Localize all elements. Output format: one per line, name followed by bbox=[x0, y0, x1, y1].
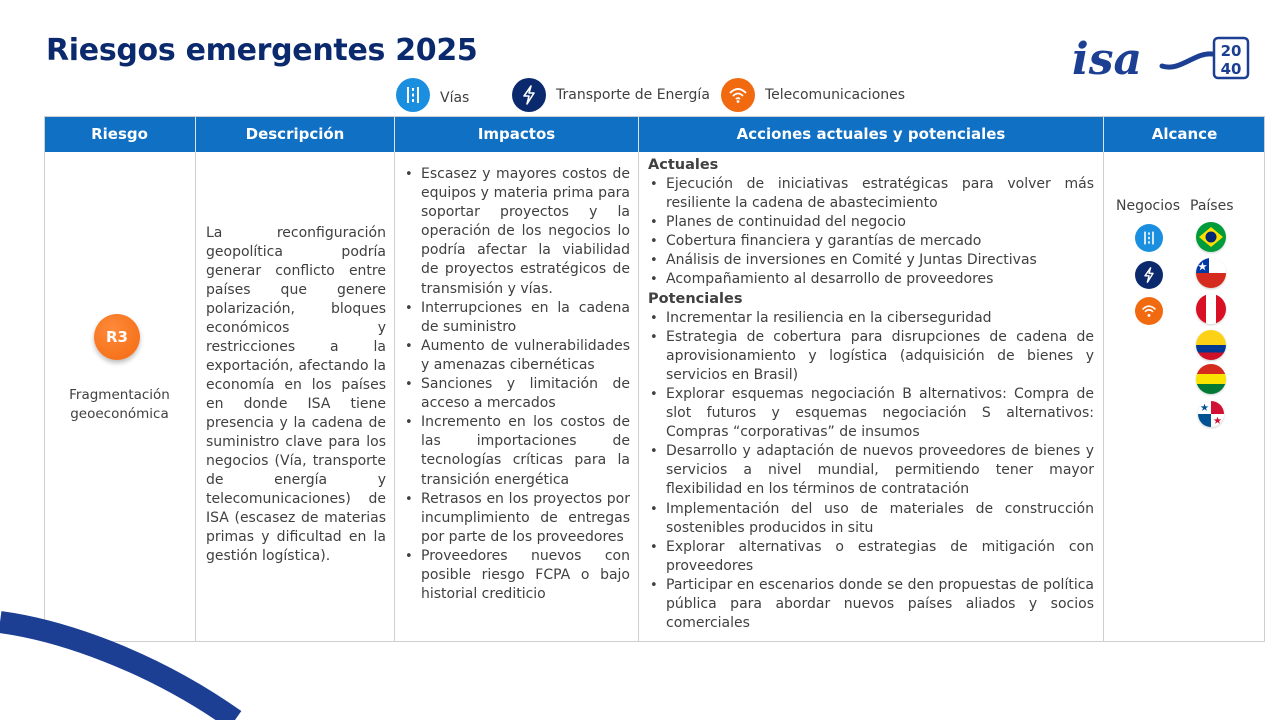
header-impactos: Impactos bbox=[395, 116, 639, 152]
list-item: • Interrupciones en la cadena de suministro bbox=[403, 299, 630, 337]
colombia-flag bbox=[1196, 330, 1226, 360]
list-item: • Escasez y mayores costos de equipos y materia prima para soportar proyectos y la operación de los negocios lo podría afectar la viabilidad de proyectos estratégicos de transmisión y vías. bbox=[403, 165, 630, 299]
wifi-icon bbox=[721, 78, 755, 112]
risk-description: La reconfiguración geopolítica podría generar conflicto entre países que genere polarización, bloques económicos y restricciones a la exportación, afectando la economía en los países en donde ISA tiene presencia y la cadena de suministro clave para los negocios (Vía, transporte de energía y telecomunicaciones) de ISA (escasez de materias primas y dificultad en la gestión logística). bbox=[206, 225, 386, 564]
chile-flag bbox=[1196, 258, 1226, 288]
list-item: • Acompañamiento al desarrollo de proveedores bbox=[648, 270, 1094, 289]
list-item: • Análisis de inversiones en Comité y Juntas Directivas bbox=[648, 251, 1094, 270]
header-alcance: Alcance bbox=[1104, 116, 1265, 152]
wifi-icon bbox=[1135, 297, 1163, 325]
list-item: • Implementación del uso de materiales de construcción sostenibles producidos in situ bbox=[648, 500, 1094, 538]
list-item: • Incremento en los costos de las importaciones de tecnologías críticas para la transición energética bbox=[403, 413, 630, 489]
risk-table bbox=[44, 116, 1265, 642]
peru-flag bbox=[1196, 294, 1226, 324]
actions-content bbox=[648, 156, 1094, 633]
energy-bolt-icon bbox=[512, 78, 546, 112]
legend-label: Vías bbox=[440, 90, 470, 106]
header-riesgo: Riesgo bbox=[44, 116, 196, 152]
impacts-list bbox=[403, 165, 630, 604]
potential-actions-list bbox=[648, 309, 1094, 634]
list-item: • Retrasos en los proyectos por incumplimiento de entregas por parte de los proveedores bbox=[403, 490, 630, 547]
list-item: • Ejecución de iniciativas estratégicas para volver más resiliente la cadena de abastecimiento bbox=[648, 175, 1094, 213]
potential-actions-title: Potenciales bbox=[648, 290, 743, 307]
list-item: • Incrementar la resiliencia en la ciberseguridad bbox=[648, 309, 1094, 328]
svg-text:20: 20 bbox=[1220, 42, 1242, 60]
panama-flag bbox=[1198, 401, 1224, 427]
bolivia-flag bbox=[1196, 364, 1226, 394]
description-cell bbox=[196, 152, 395, 642]
legend-item-energia bbox=[512, 78, 710, 112]
legend-label: Transporte de Energía bbox=[556, 87, 710, 103]
risk-cell bbox=[44, 152, 196, 642]
scope-cell bbox=[1104, 152, 1265, 642]
actions-cell bbox=[639, 152, 1104, 642]
header-acciones: Acciones actuales y potenciales bbox=[639, 116, 1104, 152]
energy-bolt-icon bbox=[1135, 261, 1163, 289]
road-icon bbox=[1135, 224, 1163, 252]
business-heading: Negocios bbox=[1116, 198, 1180, 214]
legend-label: Telecomunicaciones bbox=[765, 87, 906, 103]
list-item: • Participar en escenarios donde se den propuestas de política pública para abordar nuevos países aliados y socios comerciales bbox=[648, 576, 1094, 633]
risk-badge: R3 bbox=[94, 314, 140, 360]
list-item: • Explorar alternativas o estrategias de mitigación con proveedores bbox=[648, 538, 1094, 576]
decorative-wave bbox=[0, 600, 340, 720]
list-item: • Sanciones y limitación de acceso a mercados bbox=[403, 375, 630, 413]
list-item: • Explorar esquemas negociación B alternativos: Compra de slot futuros y esquemas negociación S alternativos: Compras “corporativas” de insumos bbox=[648, 385, 1094, 442]
risk-name: Fragmentación geoeconómica bbox=[69, 387, 170, 422]
impacts-cell bbox=[395, 152, 639, 642]
header-descripcion: Descripción bbox=[196, 116, 395, 152]
list-item: • Cobertura financiera y garantías de mercado bbox=[648, 232, 1094, 251]
road-icon bbox=[396, 78, 430, 112]
list-item: • Proveedores nuevos con posible riesgo FCPA o bajo historial crediticio bbox=[403, 547, 630, 604]
legend-item-telecom bbox=[721, 78, 905, 112]
list-item: • Aumento de vulnerabilidades y amenazas cibernéticas bbox=[403, 337, 630, 375]
svg-text:40: 40 bbox=[1220, 60, 1242, 78]
list-item: • Planes de continuidad del negocio bbox=[648, 213, 1094, 232]
legend-item-vias bbox=[396, 78, 469, 112]
countries-heading: Países bbox=[1190, 198, 1234, 214]
current-actions-title: Actuales bbox=[648, 157, 719, 173]
list-item: • Estrategia de cobertura para disrupciones de cadena de aprovisionamiento y logística (adquisición de bienes y servicios en Brasil) bbox=[648, 328, 1094, 385]
isa-logo bbox=[1070, 32, 1250, 84]
page-title: Riesgos emergentes 2025 bbox=[46, 33, 478, 68]
logo-wordmark: isa bbox=[1072, 34, 1142, 84]
current-actions-list bbox=[648, 175, 1094, 290]
list-item: • Desarrollo y adaptación de nuevos proveedores de bienes y servicios a nivel mundial, permitiendo tener mayor flexibilidad en los términos de contratación bbox=[648, 442, 1094, 499]
brazil-flag bbox=[1196, 222, 1226, 252]
